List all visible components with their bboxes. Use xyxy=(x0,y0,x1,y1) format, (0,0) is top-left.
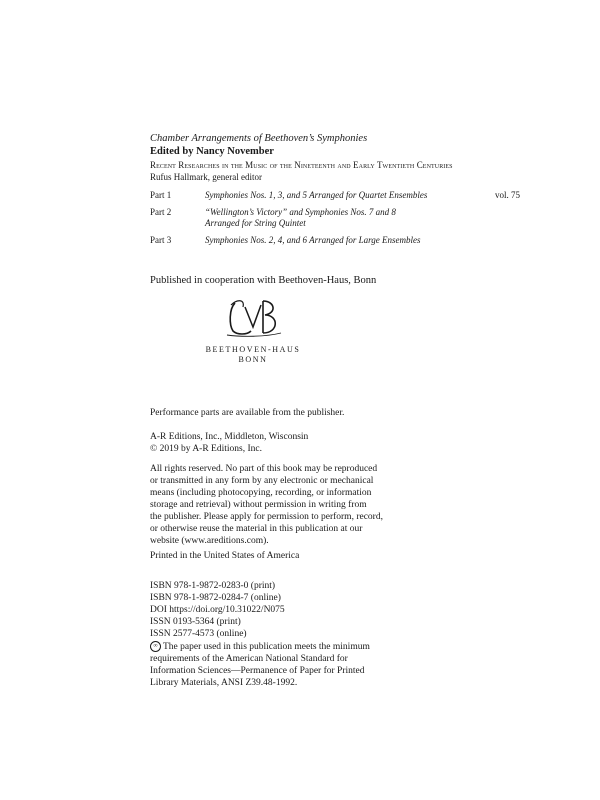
rights-line: storage and retrieval) without permission in writing from xyxy=(150,500,367,510)
parts-list xyxy=(150,190,520,251)
part-volume xyxy=(480,235,520,247)
part-row xyxy=(150,190,520,202)
book-title-block xyxy=(150,132,520,158)
part-title: Symphonies Nos. 2, 4, and 6 Arranged for Large Ensembles xyxy=(205,234,421,245)
copyright-line: © 2019 by A-R Editions, Inc. xyxy=(150,444,262,454)
paper-line: Library Materials, ANSI Z39.48-1992. xyxy=(150,678,298,688)
cooperation-note: Published in cooperation with Beethoven-Haus, Bonn xyxy=(150,275,377,286)
part-volume: vol. 75 xyxy=(494,190,520,200)
publisher-info xyxy=(150,431,520,455)
part-label: Part 1 xyxy=(150,190,172,200)
identifier-line: ISBN 978-1-9872-0284-7 (online) xyxy=(150,593,281,603)
rights-statement xyxy=(150,463,520,547)
identifier-line: DOI https://doi.org/10.31022/N075 xyxy=(150,605,285,615)
logo-city: BONN xyxy=(238,355,268,364)
rights-line: or otherwise reuse the material in this publication at our xyxy=(150,524,363,534)
rights-line: All rights reserved. No part of this book may be reproduced xyxy=(150,464,378,474)
beethoven-haus-logo xyxy=(198,295,308,364)
series-name: Recent Researches in the Music of the Nineteenth and Early Twentieth Centuries xyxy=(150,160,453,170)
identifier-line: ISSN 0193-5364 (print) xyxy=(150,617,241,627)
performance-note: Performance parts are available from the publisher. xyxy=(150,408,345,418)
part-row xyxy=(150,235,520,247)
rights-line: means (including photocopying, recording, or information xyxy=(150,488,372,498)
identifier-line: ISBN 978-1-9872-0283-0 (print) xyxy=(150,581,276,591)
book-editor: Edited by Nancy November xyxy=(150,146,274,157)
part-label: Part 3 xyxy=(150,234,172,245)
part-row xyxy=(150,207,520,230)
printed-in: Printed in the United States of America xyxy=(150,551,300,561)
series-block xyxy=(150,160,520,183)
paper-line: Information Sciences—Permanence of Paper for Printed xyxy=(150,666,365,676)
logo-name: BEETHOVEN-HAUS xyxy=(205,345,301,354)
paper-line: ∞ The paper used in this publication meets the minimum xyxy=(150,641,520,653)
rights-line: or transmitted in any form by any electronic or mechanical xyxy=(150,476,374,486)
series-general-editor: Rufus Hallmark, general editor xyxy=(150,171,262,182)
part-label: Part 2 xyxy=(150,206,172,217)
infinity-icon: ∞ xyxy=(150,641,161,652)
publisher-address: A-R Editions, Inc., Middleton, Wisconsin xyxy=(150,432,309,442)
identifiers-list xyxy=(150,580,520,640)
part-title: Symphonies Nos. 1, 3, and 5 Arranged for Quartet Ensembles xyxy=(205,190,428,200)
paper-permanence-note xyxy=(150,641,520,689)
book-title: Chamber Arrangements of Beethoven’s Symphonies xyxy=(150,133,368,144)
part-volume xyxy=(480,207,520,230)
rights-line: the publisher. Please apply for permission to perform, record, xyxy=(150,512,383,522)
part-title: “Wellington’s Victory” and Symphonies Nos. 7 and 8 Arranged for String Quintet xyxy=(205,206,396,228)
lvb-monogram-icon xyxy=(221,295,285,339)
rights-line: website (www.areditions.com). xyxy=(150,536,269,546)
identifier-line: ISSN 2577-4573 (online) xyxy=(150,629,247,639)
paper-line: requirements of the American National Standard for xyxy=(150,654,348,664)
